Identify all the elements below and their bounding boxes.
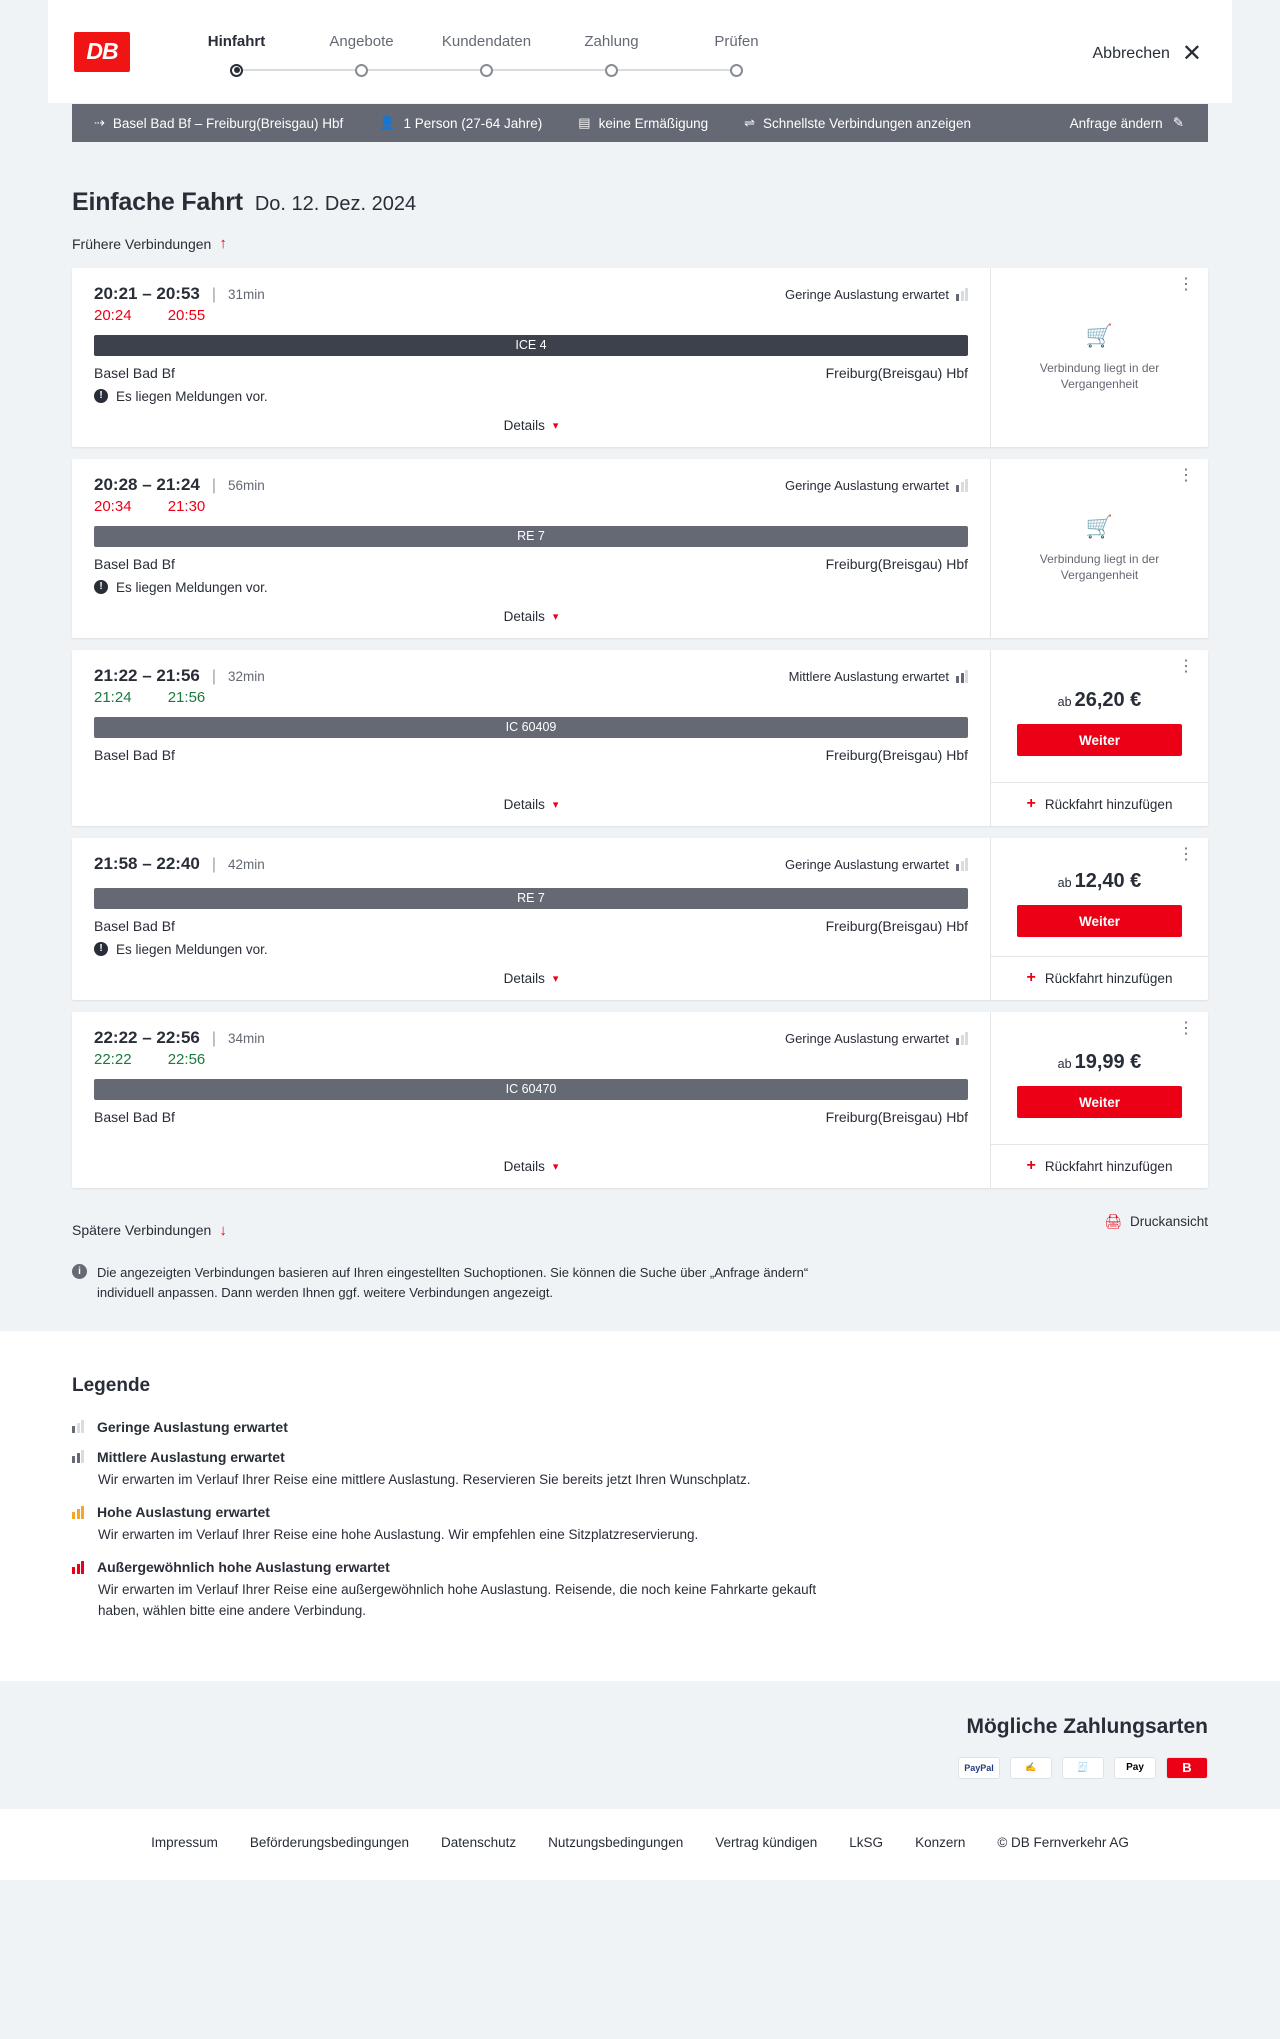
realtime-arrival: 20:55: [167, 306, 206, 324]
legend-item-desc: Wir erwarten im Verlauf Ihrer Reise eine mittlere Auslastung. Reservieren Sie bereits jetzt Ihren Wunschplatz.: [98, 1471, 751, 1487]
add-return-trip-label: Rückfahrt hinzufügen: [1044, 1158, 1173, 1174]
step-dot-icon: [730, 64, 743, 77]
destination-station: Freiburg(Breisgau) Hbf: [825, 1108, 968, 1125]
price-prefix: ab: [1057, 695, 1072, 709]
occupancy-indicator: [789, 669, 968, 684]
realtime-arrival: 22:56: [167, 1050, 206, 1068]
details-toggle[interactable]: [94, 971, 968, 990]
realtime-departure: 22:22: [94, 1050, 132, 1068]
connection-card[interactable]: [72, 650, 1208, 826]
past-connection-label: Verbindung liegt in der Vergangenheit: [1039, 552, 1160, 583]
search-hint: [72, 1263, 862, 1303]
past-connection-note: [991, 268, 1208, 447]
service-message-label: Es liegen Meldungen vor.: [116, 579, 268, 595]
stations-row: [94, 747, 968, 763]
legend-item: [72, 1419, 1208, 1435]
divider: |: [211, 1029, 217, 1047]
exclamation-icon: !: [94, 580, 108, 594]
step-hinfahrt[interactable]: [174, 33, 299, 77]
price-value: [1058, 689, 1142, 712]
train-bar: [94, 526, 968, 547]
service-message[interactable]: [94, 580, 968, 595]
query-passengers[interactable]: [361, 115, 560, 131]
payment-methods-title: Mögliche Zahlungsarten: [966, 1714, 1208, 1738]
connection-time-range: 22:22 – 22:56: [94, 1027, 200, 1047]
chevron-down-icon: ▾: [552, 419, 559, 432]
occupancy-bars-icon: [72, 1506, 86, 1519]
stations-row: [94, 556, 968, 572]
step-label: Zahlung: [584, 32, 639, 50]
connection-card[interactable]: [72, 268, 1208, 447]
cart-disabled-icon: 🛒: [1085, 323, 1114, 349]
realtime-times: [94, 689, 968, 706]
service-message-label: Es liegen Meldungen vor.: [116, 388, 268, 404]
step-dot-icon: [230, 64, 243, 77]
more-options-icon[interactable]: ⋮: [1178, 1019, 1194, 1037]
connection-action-panel: [990, 459, 1208, 638]
occupancy-indicator: [785, 857, 968, 872]
earlier-connections-button[interactable]: [72, 235, 227, 252]
realtime-times: [94, 1051, 968, 1068]
details-toggle[interactable]: [94, 797, 968, 816]
step-connector: [237, 69, 362, 71]
connection-card[interactable]: [72, 1012, 1208, 1188]
connection-duration: 31min: [228, 286, 265, 302]
modify-query-label: Anfrage ändern: [1069, 115, 1163, 131]
past-connection-note: [991, 459, 1208, 638]
legend-item-desc: Wir erwarten im Verlauf Ihrer Reise eine hohe Auslastung. Wir empfehlen eine Sitzplatzreservierung.: [98, 1527, 699, 1543]
page-title-text: Einfache Fahrt: [72, 188, 243, 216]
occupancy-label: Geringe Auslastung erwartet: [784, 856, 949, 872]
page-title: [72, 142, 1208, 217]
plus-icon: +: [1026, 969, 1036, 986]
plus-icon: +: [1026, 795, 1036, 812]
price-prefix: ab: [1057, 1057, 1072, 1071]
more-options-icon[interactable]: ⋮: [1178, 466, 1194, 484]
price-value: [1058, 870, 1142, 893]
payment-logos: [72, 1757, 1208, 1779]
paypal-icon: PayPal: [958, 1757, 1000, 1779]
footer-copyright: © DB Fernverkehr AG: [997, 1834, 1129, 1850]
price-block: [991, 650, 1208, 782]
connection-card[interactable]: [72, 459, 1208, 638]
add-return-trip-button[interactable]: [991, 782, 1208, 826]
divider: |: [211, 476, 217, 494]
connection-header: [94, 666, 968, 686]
connections-list: [72, 268, 1208, 1188]
realtime-arrival: 21:30: [167, 497, 206, 515]
legend-item-head: [72, 1559, 1208, 1575]
legend-item-label: Außergewöhnlich hohe Auslastung erwartet: [97, 1559, 390, 1576]
query-route-label: Basel Bad Bf – Freiburg(Breisgau) Hbf: [112, 115, 344, 131]
query-option-label: Schnellste Verbindungen anzeigen: [763, 115, 971, 131]
legend-section: [0, 1331, 1280, 1681]
connection-details: [72, 459, 990, 638]
realtime-departure: 21:24: [94, 688, 132, 706]
connection-card[interactable]: [72, 838, 1208, 1000]
connection-time-range: 20:21 – 20:53: [94, 283, 200, 303]
legend-item: [72, 1559, 1208, 1621]
add-return-trip-label: Rückfahrt hinzufügen: [1044, 796, 1173, 812]
train-name: IC 60409: [505, 720, 557, 734]
occupancy-bars-icon: [956, 288, 968, 301]
filter-icon: ⇌: [744, 115, 756, 130]
list-footer-row: [72, 1204, 1208, 1239]
invoice-icon: 🧾: [1062, 1757, 1104, 1779]
price-block: [991, 838, 1208, 956]
step-label: Kundendaten: [441, 32, 532, 50]
print-view-button[interactable]: [1104, 1213, 1208, 1230]
cancel-button[interactable]: [1093, 42, 1203, 66]
step-label: Hinfahrt: [207, 32, 266, 50]
legend-item-head: [72, 1449, 1208, 1465]
query-summary-bar: [72, 104, 1208, 142]
train-bar: [94, 717, 968, 738]
legend-item-head: [72, 1419, 1208, 1435]
occupancy-label: Geringe Auslastung erwartet: [784, 1030, 949, 1046]
connection-duration: 56min: [228, 477, 265, 493]
realtime-times: [94, 307, 968, 324]
occupancy-bars-crossed-icon: [72, 1561, 86, 1574]
occupancy-bars-icon: [956, 858, 968, 871]
occupancy-bars-icon: [956, 670, 968, 683]
legend-item-label: Hohe Auslastung erwartet: [97, 1504, 270, 1521]
query-discount[interactable]: [560, 115, 726, 131]
step-dot-icon: [480, 64, 493, 77]
connection-header: [94, 284, 968, 304]
search-hint-text: Die angezeigten Verbindungen basieren auf Ihren eingestellten Suchoptionen. Sie können die Suche über „Anfrage ändern“ individuell anpassen. Dann werden Ihnen ggf. weitere Verbindungen angezeigt.: [97, 1264, 809, 1300]
occupancy-bars-icon: [72, 1420, 86, 1433]
main-content: [0, 142, 1280, 1331]
connection-action-panel: [990, 650, 1208, 826]
legend-item-label: Mittlere Auslastung erwartet: [97, 1448, 285, 1465]
step-dot-icon: [355, 64, 368, 77]
modify-query-button[interactable]: [1070, 115, 1190, 131]
train-bar: [94, 888, 968, 909]
origin-station: Basel Bad Bf: [94, 917, 175, 934]
occupancy-indicator: [785, 478, 968, 493]
price-prefix: ab: [1057, 876, 1072, 890]
header-bar: [48, 0, 1232, 104]
destination-station: Freiburg(Breisgau) Hbf: [825, 917, 968, 934]
origin-station: Basel Bad Bf: [94, 1108, 175, 1125]
details-label: Details: [503, 1158, 545, 1174]
chevron-down-icon: ▾: [552, 798, 559, 811]
origin-station: Basel Bad Bf: [94, 364, 175, 381]
details-toggle[interactable]: [94, 418, 968, 437]
later-connections-label: Spätere Verbindungen: [72, 1222, 212, 1238]
credit-card-icon: B: [1166, 1757, 1208, 1779]
connection-details: [72, 650, 990, 826]
connection-details: [72, 838, 990, 1000]
past-connection-label: Verbindung liegt in der Vergangenheit: [1039, 361, 1160, 392]
step-connector: [362, 69, 487, 71]
price-block: [991, 1012, 1208, 1144]
printer-icon: 🖨: [1104, 1212, 1122, 1229]
origin-station: Basel Bad Bf: [94, 555, 175, 572]
connection-action-panel: [990, 838, 1208, 1000]
step-dot-icon: [605, 64, 618, 77]
destination-station: Freiburg(Breisgau) Hbf: [825, 746, 968, 763]
divider: |: [211, 285, 217, 303]
connection-details: [72, 1012, 990, 1188]
arrow-up-icon: ↑: [219, 235, 227, 252]
service-message-label: Es liegen Meldungen vor.: [116, 941, 268, 957]
price-amount: 12,40 €: [1074, 870, 1142, 892]
progress-stepper: [174, 27, 799, 77]
step-connector: [487, 69, 612, 71]
train-name: RE 7: [517, 529, 545, 543]
chevron-down-icon: ▾: [552, 1160, 559, 1173]
destination-station: Freiburg(Breisgau) Hbf: [825, 364, 968, 381]
divider: |: [211, 855, 217, 873]
step-label: Prüfen: [714, 32, 759, 50]
details-label: Details: [503, 970, 545, 986]
train-name: IC 60470: [505, 1082, 557, 1096]
chevron-down-icon: ▾: [552, 972, 559, 985]
details-toggle[interactable]: [94, 1159, 968, 1178]
footer-link-nutzungsbedingungen[interactable]: Nutzungsbedingungen: [548, 1834, 684, 1850]
details-label: Details: [503, 796, 545, 812]
realtime-departure: 20:34: [94, 497, 132, 515]
step-connector: [612, 69, 737, 71]
query-passengers-label: 1 Person (27-64 Jahre): [403, 115, 543, 131]
connection-time-range: 20:28 – 21:24: [94, 474, 200, 494]
apple-pay-icon: Pay: [1114, 1757, 1156, 1779]
earlier-connections-label: Frühere Verbindungen: [72, 235, 212, 252]
person-icon: 👤: [379, 115, 396, 130]
connection-header: [94, 1028, 968, 1048]
connection-action-panel: [990, 268, 1208, 447]
cart-disabled-icon: 🛒: [1085, 514, 1114, 540]
print-view-label: Druckansicht: [1129, 1213, 1208, 1229]
direct-debit-icon: ✍: [1010, 1757, 1052, 1779]
connection-details: [72, 268, 990, 447]
add-return-trip-label: Rückfahrt hinzufügen: [1044, 970, 1173, 986]
service-message[interactable]: [94, 942, 968, 957]
legend-item: [72, 1504, 1208, 1545]
destination-station: Freiburg(Breisgau) Hbf: [825, 555, 968, 572]
train-bar: [94, 1079, 968, 1100]
details-toggle[interactable]: [94, 609, 968, 628]
query-option[interactable]: [726, 115, 989, 131]
legend-item-head: [72, 1504, 1208, 1520]
legend-item-label: Geringe Auslastung erwartet: [97, 1418, 288, 1435]
info-icon: i: [72, 1264, 87, 1279]
connection-duration: 32min: [228, 668, 265, 684]
connection-time-range: 21:22 – 21:56: [94, 665, 200, 685]
price-value: [1058, 1051, 1142, 1074]
connection-duration: 42min: [228, 856, 265, 872]
train-bar: [94, 335, 968, 356]
route-arrow-icon: ⇢: [94, 115, 105, 130]
realtime-times: [94, 498, 968, 515]
plus-icon: +: [1026, 1157, 1036, 1174]
arrow-down-icon: ↓: [219, 1221, 227, 1239]
continue-button[interactable]: Weiter: [1017, 1086, 1182, 1118]
origin-station: Basel Bad Bf: [94, 746, 175, 763]
occupancy-bars-icon: [956, 479, 968, 492]
connection-header: [94, 475, 968, 495]
footer-link-vertrag-kuendigen[interactable]: Vertrag kündigen: [715, 1834, 818, 1850]
footer-link-lksg[interactable]: LkSG: [849, 1834, 884, 1850]
connection-header: [94, 854, 968, 874]
payment-methods-section: [0, 1681, 1280, 1809]
details-label: Details: [503, 608, 545, 624]
legend-item-desc: Wir erwarten im Verlauf Ihrer Reise eine außergewöhnlich hohe Auslastung. Reisende, die noch keine Fahrkarte gekauft haben, wählen bitte eine andere Verbindung.: [98, 1582, 817, 1618]
stations-row: [94, 918, 968, 934]
occupancy-label: Mittlere Auslastung erwartet: [788, 668, 949, 684]
more-options-icon[interactable]: ⋮: [1178, 845, 1194, 863]
legend-title: Legende: [72, 1374, 151, 1396]
service-message[interactable]: [94, 389, 968, 404]
stations-row: [94, 1109, 968, 1125]
train-name: ICE 4: [515, 338, 547, 352]
continue-button[interactable]: Weiter: [1017, 905, 1182, 937]
occupancy-bars-icon: [72, 1450, 86, 1463]
connection-time-range: 21:58 – 22:40: [94, 853, 200, 873]
stations-row: [94, 365, 968, 381]
legend-item: [72, 1449, 1208, 1490]
pencil-icon: ✎: [1172, 115, 1184, 130]
cancel-label: Abbrechen: [1092, 45, 1170, 62]
connection-action-panel: [990, 1012, 1208, 1188]
realtime-departure: 20:24: [94, 306, 132, 324]
footer-link-konzern[interactable]: Konzern: [915, 1834, 966, 1850]
train-name: RE 7: [517, 891, 545, 905]
occupancy-bars-icon: [956, 1032, 968, 1045]
occupancy-indicator: [785, 287, 968, 302]
add-return-trip-button[interactable]: [991, 1144, 1208, 1188]
footer: [0, 1809, 1280, 1880]
more-options-icon[interactable]: ⋮: [1178, 275, 1194, 293]
close-icon: ✕: [1181, 40, 1202, 67]
footer-link-datenschutz[interactable]: Datenschutz: [441, 1834, 517, 1850]
footer-link-befoerderungsbedingungen[interactable]: Beförderungsbedingungen: [249, 1834, 410, 1850]
travel-date: Do. 12. Dez. 2024: [254, 193, 417, 215]
query-route[interactable]: [90, 115, 361, 131]
more-options-icon[interactable]: ⋮: [1178, 657, 1194, 675]
occupancy-label: Geringe Auslastung erwartet: [784, 286, 949, 302]
chevron-down-icon: ▾: [552, 610, 559, 623]
query-discount-label: keine Ermäßigung: [598, 115, 709, 131]
add-return-trip-button[interactable]: [991, 956, 1208, 1000]
divider: |: [211, 667, 217, 685]
realtime-arrival: 21:56: [167, 688, 206, 706]
details-label: Details: [503, 417, 545, 433]
later-connections-button[interactable]: [72, 1222, 227, 1239]
connection-duration: 34min: [228, 1030, 265, 1046]
occupancy-label: Geringe Auslastung erwartet: [784, 477, 949, 493]
price-amount: 19,99 €: [1074, 1051, 1142, 1073]
occupancy-indicator: [785, 1031, 968, 1046]
exclamation-icon: !: [94, 942, 108, 956]
db-logo[interactable]: DB: [74, 32, 130, 72]
price-amount: 26,20 €: [1074, 689, 1142, 711]
continue-button[interactable]: Weiter: [1017, 724, 1182, 756]
step-label: Angebote: [329, 32, 394, 50]
footer-link-impressum[interactable]: Impressum: [151, 1834, 218, 1850]
card-icon: ▤: [578, 115, 591, 130]
exclamation-icon: !: [94, 389, 108, 403]
